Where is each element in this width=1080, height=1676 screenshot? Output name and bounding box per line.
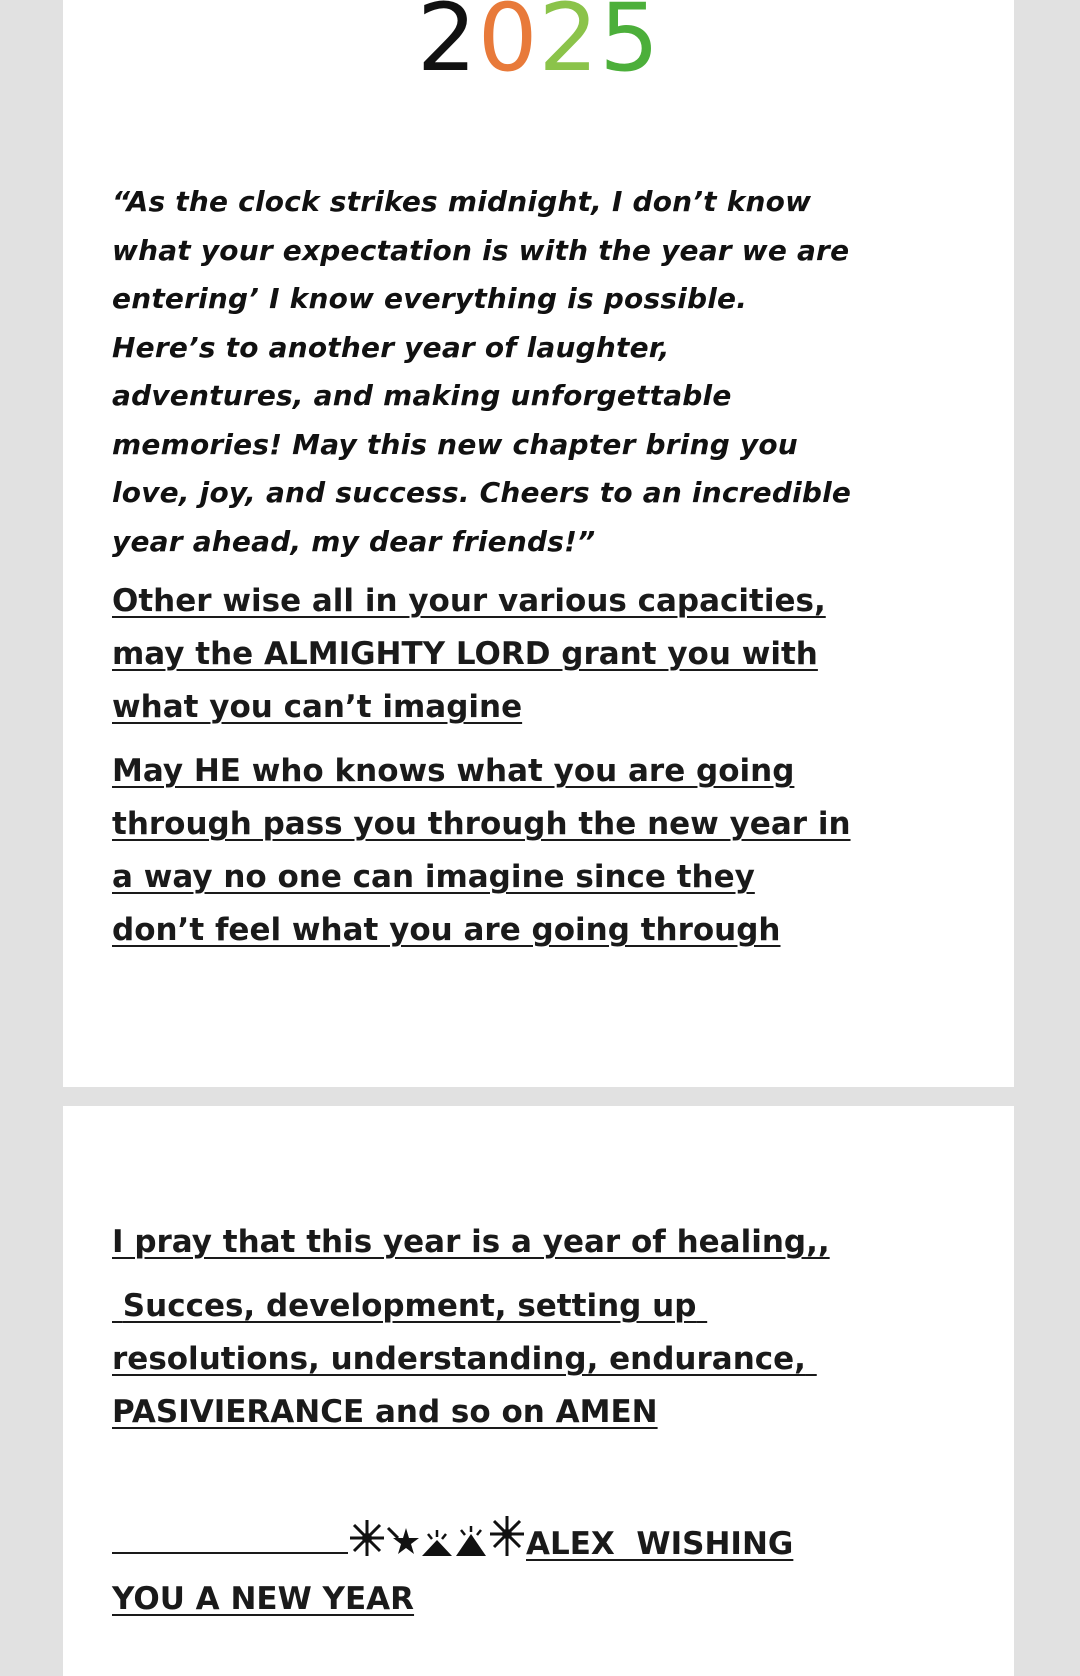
year-heading [63,0,1014,93]
signoff-line-2: YOU A NEW YEAR [112,1581,415,1617]
signoff [112,1514,872,1627]
prayer-paragraph: Succes, development, setting up resolutions, understanding, endurance, PASIVIERANCE and so on AMEN [112,1288,817,1430]
new-year-quote: “As the clock strikes midnight, I don’t know what your expectation is with the year we are entering’ I know everything is possible. Here’s to another year of laughter, adventures, and making unforgettable memories! May this new chapter bring you love, joy, and success. Cheers to an incredible year ahead, my dear friends!” [112,185,852,558]
sparkler-icon [386,1524,420,1558]
signoff-line-1: ALEX WISHING [526,1526,794,1562]
fireworks-icon [348,1518,386,1558]
year-digit: 2 [538,0,600,93]
emoji-row [348,1514,526,1558]
year-digit: 5 [599,0,661,93]
signoff-underline-spacer [112,1528,348,1554]
blessing-paragraph: Other wise all in your various capacities, may the ALMIGHTY LORD grant you with what you can’t imagine [112,583,826,725]
blessing-paragraph: May HE who knows what you are going through pass you through the new year in a way no one can imagine since they don’t feel what you are going through [112,753,851,948]
year-digit: 2 [416,0,478,93]
year-digit: 0 [477,0,539,93]
party-icon [454,1526,488,1558]
prayer-paragraph: I pray that this year is a year of healing,, [112,1224,830,1260]
fireworks-icon [488,1514,526,1558]
party-icon [420,1528,454,1558]
